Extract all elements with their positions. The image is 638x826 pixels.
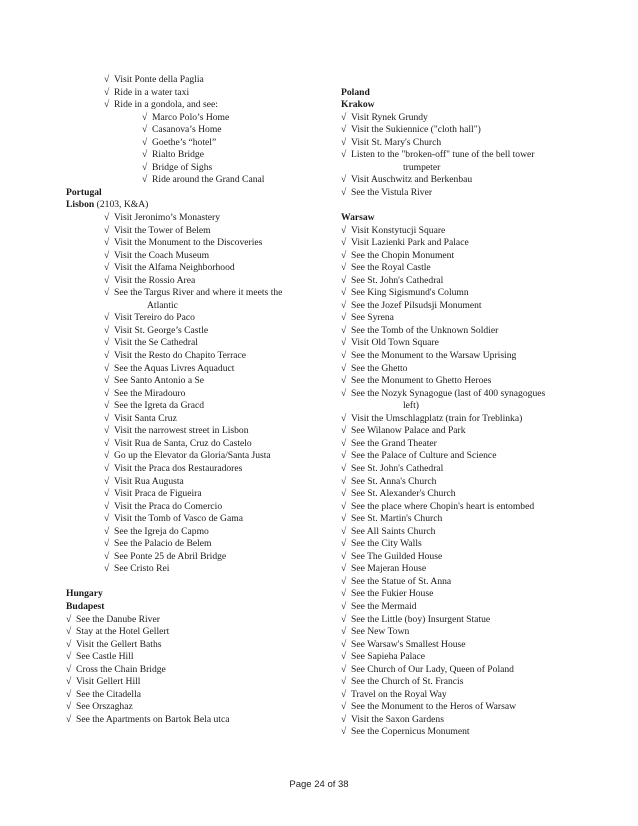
checkmark-icon: √ — [104, 337, 110, 349]
item-text: Visit St. George’s Castle — [114, 324, 209, 336]
checkmark-icon: √ — [341, 249, 347, 261]
checklist-item — [341, 275, 591, 288]
item-text: Visit the Tomb of Vasco de Gama — [114, 513, 243, 525]
item-text: See the Igreta da Gracd — [114, 400, 205, 412]
checklist-item — [66, 676, 316, 689]
item-text: See the Aquas Livres Aquaduct — [114, 362, 235, 374]
section-heading: Warsaw — [341, 212, 375, 224]
checkmark-icon: √ — [104, 74, 110, 85]
section-heading: Portugal — [66, 186, 102, 198]
checkmark-icon: √ — [341, 324, 347, 336]
item-text: See Church of Our Lady, Queen of Poland — [351, 663, 514, 675]
item-continuation: left) — [403, 400, 419, 412]
item-text: Goethe’s “hotel” — [152, 136, 217, 148]
checklist-item — [341, 363, 591, 376]
checklist-item — [66, 501, 316, 514]
checkmark-icon: √ — [66, 613, 72, 625]
checkmark-icon: √ — [66, 651, 72, 663]
item-text: See Orszaghaz — [76, 701, 133, 713]
item-text: See St. Martin's Church — [351, 513, 443, 525]
checklist-item — [66, 325, 316, 338]
checkmark-icon: √ — [142, 161, 148, 173]
section-heading: Krakow — [341, 99, 375, 111]
item-text: See The Guilded House — [351, 550, 443, 562]
checklist-item — [66, 87, 316, 100]
item-text: See the Tomb of the Unknown Soldier — [351, 324, 499, 336]
checklist-item — [66, 639, 316, 652]
checklist-item — [66, 664, 316, 677]
item-text: See Sapieha Palace — [351, 651, 426, 663]
checkmark-icon: √ — [341, 124, 347, 136]
checklist-item — [341, 714, 591, 727]
checklist-item — [341, 237, 591, 250]
item-text: Visit Santa Cruz — [114, 412, 177, 424]
page-number: Page 24 of 38 — [289, 779, 349, 790]
checklist-item — [66, 526, 316, 539]
item-text: Visit Gellert Hill — [76, 676, 141, 688]
checklist-item — [66, 124, 316, 137]
checkmark-icon: √ — [104, 287, 110, 299]
checklist-item — [341, 701, 591, 714]
checklist-item — [66, 74, 316, 87]
checkmark-icon: √ — [341, 274, 347, 286]
city-note: (2103, K&A) — [94, 199, 149, 211]
item-text: Visit the Sukiennice ("cloth hall") — [351, 124, 481, 136]
checkmark-icon: √ — [104, 99, 110, 111]
item-text: Rialto Bridge — [152, 149, 204, 161]
checklist-item — [341, 651, 591, 664]
checklist-item — [341, 626, 591, 639]
checkmark-icon: √ — [66, 663, 72, 675]
checkmark-icon: √ — [104, 224, 110, 236]
checklist-item — [66, 689, 316, 702]
item-text: See the Monument to the Heros of Warsaw — [351, 701, 517, 713]
checklist-item — [66, 212, 316, 225]
checkmark-icon: √ — [66, 701, 72, 713]
item-text: Visit the Coach Museum — [114, 249, 210, 261]
checkmark-icon: √ — [341, 262, 347, 274]
checklist-item — [341, 287, 591, 300]
checklist-item — [66, 714, 316, 727]
checkmark-icon: √ — [341, 437, 347, 449]
checkmark-icon: √ — [104, 249, 110, 261]
checkmark-icon: √ — [341, 475, 347, 487]
checklist-item — [341, 300, 591, 313]
item-text: See the Nozyk Synagogue (last of 400 synagogues — [351, 387, 546, 399]
checklist-item — [341, 601, 591, 614]
item-text: Visit the Umschlagplatz (train for Treblinka) — [351, 412, 523, 424]
city-heading — [66, 199, 316, 212]
checklist-item — [66, 701, 316, 714]
checkmark-icon: √ — [104, 437, 110, 449]
checklist-item — [66, 174, 316, 187]
checklist-item — [66, 337, 316, 350]
checkmark-icon: √ — [104, 86, 110, 98]
checkmark-icon: √ — [341, 174, 347, 186]
item-text: See the Little (boy) Insurgent Statue — [351, 613, 491, 625]
checkmark-icon: √ — [341, 149, 347, 161]
item-text: Marco Polo’s Home — [152, 111, 230, 123]
checkmark-icon: √ — [104, 312, 110, 324]
item-text: See the Vistula River — [351, 186, 433, 198]
checkmark-icon: √ — [341, 663, 347, 675]
checkmark-icon: √ — [104, 375, 110, 387]
checkmark-icon: √ — [341, 350, 347, 362]
checkmark-icon: √ — [341, 312, 347, 324]
checklist-item — [66, 438, 316, 451]
item-text: Casanova’s Home — [152, 124, 222, 136]
spacer — [341, 199, 591, 212]
checkmark-icon: √ — [104, 324, 110, 336]
item-text: Visit the narrowest street in Lisbon — [114, 425, 249, 437]
item-text: Bridge of Sighs — [152, 161, 213, 173]
checklist-item — [341, 538, 591, 551]
item-text: See King Sigismund's Column — [351, 287, 469, 299]
checkmark-icon: √ — [104, 488, 110, 500]
checklist-item — [341, 438, 591, 451]
item-text: See the Mermaid — [351, 600, 417, 612]
checkmark-icon: √ — [104, 513, 110, 525]
checklist-item — [341, 174, 591, 187]
checklist-item — [341, 124, 591, 137]
checkmark-icon: √ — [66, 626, 72, 638]
checkmark-icon: √ — [104, 563, 110, 575]
item-text: See Ponte 25 de Abril Bridge — [114, 550, 227, 562]
checklist-item — [341, 576, 591, 589]
checklist-item — [66, 99, 316, 112]
item-text: Visit Rua Augusta — [114, 475, 184, 487]
checkmark-icon: √ — [66, 713, 72, 725]
checkmark-icon: √ — [341, 701, 347, 713]
checkmark-icon: √ — [104, 525, 110, 537]
spacer — [66, 576, 316, 589]
item-text: See the Grand Theater — [351, 437, 437, 449]
checkmark-icon: √ — [341, 626, 347, 638]
checkmark-icon: √ — [104, 412, 110, 424]
item-text: See the Igreja do Capmo — [114, 525, 209, 537]
item-text: Listen to the "broken-off" tune of the bell tower — [351, 149, 535, 161]
item-text: See St. Anna's Church — [351, 475, 437, 487]
checkmark-icon: √ — [341, 613, 347, 625]
checkmark-icon: √ — [341, 600, 347, 612]
item-text: Visit Rynek Grundy — [351, 111, 428, 123]
item-text: See All Saints Church — [351, 525, 436, 537]
checklist-item — [66, 651, 316, 664]
checkmark-icon: √ — [66, 688, 72, 700]
item-text: See the Copernicus Monument — [351, 726, 470, 738]
checklist-item — [66, 250, 316, 263]
checklist-item — [66, 162, 316, 175]
checkmark-icon: √ — [104, 400, 110, 412]
checkmark-icon: √ — [142, 174, 148, 186]
checkmark-icon: √ — [341, 651, 347, 663]
checklist-item — [341, 225, 591, 238]
spacer — [341, 74, 591, 87]
checkmark-icon: √ — [104, 262, 110, 274]
item-text: Visit the Monument to the Discoveries — [114, 237, 263, 249]
checkmark-icon: √ — [104, 500, 110, 512]
checklist-item — [66, 112, 316, 125]
checkmark-icon: √ — [341, 425, 347, 437]
checkmark-icon: √ — [104, 237, 110, 249]
checkmark-icon: √ — [104, 350, 110, 362]
item-text: Travel on the Royal Way — [351, 688, 447, 700]
checklist-item — [66, 614, 316, 627]
item-text: See Wilanow Palace and Park — [351, 425, 466, 437]
checkmark-icon: √ — [66, 638, 72, 650]
item-text: Visit Konstytucji Square — [351, 224, 446, 236]
item-text: Visit Tereiro do Paco — [114, 312, 195, 324]
checklist-item — [66, 400, 316, 413]
checkmark-icon: √ — [142, 136, 148, 148]
item-text: Visit Auschwitz and Berkenbau — [351, 174, 473, 186]
checklist-item — [66, 375, 316, 388]
checklist-item — [341, 664, 591, 677]
checklist-item — [341, 488, 591, 501]
checkmark-icon: √ — [341, 638, 347, 650]
item-text: See the Palacio de Belem — [114, 538, 212, 550]
item-text: Visit Rua de Santa, Cruz do Castelo — [114, 437, 252, 449]
checklist-item — [66, 388, 316, 401]
checkmark-icon: √ — [104, 212, 110, 224]
item-text: Visit the Se Cathedral — [114, 337, 198, 349]
checklist-item — [66, 476, 316, 489]
checklist-item — [66, 463, 316, 476]
checkmark-icon: √ — [341, 224, 347, 236]
checkmark-icon: √ — [341, 563, 347, 575]
item-text: See Santo Antonio a Se — [114, 375, 205, 387]
item-text: Go up the Elevator da Gloria/Santa Justa — [114, 450, 271, 462]
checkmark-icon: √ — [142, 111, 148, 123]
checklist-item — [341, 513, 591, 526]
checkmark-icon: √ — [341, 387, 347, 399]
checkmark-icon: √ — [341, 362, 347, 374]
checkmark-icon: √ — [341, 676, 347, 688]
item-text: Visit the Praca do Comercio — [114, 500, 223, 512]
checklist-item — [341, 526, 591, 539]
checklist-item — [341, 639, 591, 652]
checklist-item — [66, 425, 316, 438]
checkmark-icon: √ — [341, 713, 347, 725]
checkmark-icon: √ — [341, 136, 347, 148]
checklist-item — [66, 312, 316, 325]
checkmark-icon: √ — [341, 237, 347, 249]
checkmark-icon: √ — [104, 462, 110, 474]
checkmark-icon: √ — [66, 676, 72, 688]
checkmark-icon: √ — [341, 588, 347, 600]
checklist-item — [66, 563, 316, 576]
checkmark-icon: √ — [104, 274, 110, 286]
checkmark-icon: √ — [341, 287, 347, 299]
checkmark-icon: √ — [104, 425, 110, 437]
checklist-item — [341, 450, 591, 463]
item-text: See the Danube River — [76, 613, 160, 625]
checkmark-icon: √ — [142, 149, 148, 161]
checkmark-icon: √ — [104, 362, 110, 374]
item-text: See the Apartments on Bartok Bela utca — [76, 713, 230, 725]
item-text: See Warsaw's Smallest House — [351, 638, 466, 650]
checkmark-icon: √ — [341, 575, 347, 587]
checklist-item — [66, 538, 316, 551]
checkmark-icon: √ — [341, 412, 347, 424]
item-text: Visit Praca de Figueira — [114, 488, 202, 500]
item-text: See the place where Chopin's heart is entombed — [351, 500, 535, 512]
checkmark-icon: √ — [341, 337, 347, 349]
item-text: See the Citadella — [76, 688, 142, 700]
checklist-item — [66, 350, 316, 363]
item-text: See the Church of St. Francis — [351, 676, 464, 688]
item-text: See Cristo Rei — [114, 563, 170, 575]
checklist-item — [66, 287, 316, 300]
checkmark-icon: √ — [104, 475, 110, 487]
checklist-item — [341, 551, 591, 564]
item-text: Visit St. Mary's Church — [351, 136, 442, 148]
right-column — [341, 74, 591, 739]
item-text: See the Ghetto — [351, 362, 408, 374]
left-column — [66, 74, 316, 726]
checkmark-icon: √ — [104, 450, 110, 462]
checkmark-icon: √ — [341, 488, 347, 500]
item-text: See St. Alexander's Church — [351, 488, 456, 500]
item-text: Visit Ponte della Paglia — [114, 74, 204, 85]
checklist-item — [341, 726, 591, 739]
checkmark-icon: √ — [341, 375, 347, 387]
checklist-item — [341, 413, 591, 426]
item-text: Visit the Rossio Area — [114, 274, 196, 286]
checkmark-icon: √ — [341, 111, 347, 123]
checklist-item — [66, 149, 316, 162]
item-text: See the Palace of Culture and Science — [351, 450, 497, 462]
page-footer — [0, 779, 638, 790]
checklist-item — [66, 137, 316, 150]
checklist-item — [341, 588, 591, 601]
checklist-item — [341, 676, 591, 689]
item-continuation: Atlantic — [147, 299, 178, 311]
checklist-item — [341, 689, 591, 702]
item-text: Visit the Tower of Belem — [114, 224, 211, 236]
item-text: See the Targus River and where it meets the — [114, 287, 283, 299]
item-text: Visit the Resto do Chapito Terrace — [114, 350, 247, 362]
checklist-item — [66, 363, 316, 376]
checkmark-icon: √ — [142, 124, 148, 136]
checklist-item — [66, 450, 316, 463]
section-heading: Poland — [341, 86, 370, 98]
checklist-item — [341, 149, 591, 162]
checklist-item — [341, 388, 591, 401]
item-text: See Syrena — [351, 312, 394, 324]
item-text: See the Miradouro — [114, 387, 186, 399]
item-text: See Castle Hill — [76, 651, 134, 663]
checklist-item — [66, 513, 316, 526]
checklist-item — [66, 237, 316, 250]
section-heading: Budapest — [66, 600, 105, 612]
item-text: See Majeran House — [351, 563, 427, 575]
checkmark-icon: √ — [104, 538, 110, 550]
checklist-item — [341, 312, 591, 325]
checkmark-icon: √ — [341, 513, 347, 525]
item-text: See the Statue of St. Anna — [351, 575, 452, 587]
item-text: See the Monument to Ghetto Heroes — [351, 375, 492, 387]
checkmark-icon: √ — [104, 387, 110, 399]
checklist-item — [341, 187, 591, 200]
item-text: Visit Old Town Square — [351, 337, 439, 349]
item-text: Ride in a water taxi — [114, 86, 190, 98]
item-text: Visit the Alfama Neighborhood — [114, 262, 235, 274]
item-text: See the City Walls — [351, 538, 422, 550]
checkmark-icon: √ — [104, 550, 110, 562]
checklist-item — [66, 551, 316, 564]
item-text: See New Town — [351, 626, 410, 638]
checkmark-icon: √ — [341, 500, 347, 512]
checklist-item — [341, 325, 591, 338]
checklist-item — [66, 488, 316, 501]
section-heading: Hungary — [66, 588, 103, 600]
item-text: Visit Lazienki Park and Palace — [351, 237, 469, 249]
item-text: Ride around the Grand Canal — [152, 174, 265, 186]
checkmark-icon: √ — [341, 538, 347, 550]
item-text: See the Chopin Monument — [351, 249, 455, 261]
item-continuation: trumpeter — [403, 161, 441, 173]
item-text: See the Fukier House — [351, 588, 434, 600]
item-text: See the Jozef Pilsudsji Monument — [351, 299, 482, 311]
item-text: Ride in a gondola, and see: — [114, 99, 218, 111]
checklist-item — [66, 275, 316, 288]
item-text: Cross the Chain Bridge — [76, 663, 166, 675]
checklist-item — [341, 262, 591, 275]
checklist-item — [341, 337, 591, 350]
checklist-item — [341, 614, 591, 627]
checklist-item — [341, 375, 591, 388]
checklist-item — [341, 501, 591, 514]
checklist-item — [341, 463, 591, 476]
checkmark-icon: √ — [341, 186, 347, 198]
checklist-item — [341, 425, 591, 438]
item-text: Visit the Praca dos Restauradores — [114, 462, 243, 474]
checklist-item — [66, 262, 316, 275]
checklist-item — [66, 413, 316, 426]
item-text: See St. John's Cathedral — [351, 274, 444, 286]
checklist-item — [341, 563, 591, 576]
checklist-item — [66, 626, 316, 639]
checkmark-icon: √ — [341, 726, 347, 738]
item-text: Visit Jeronimo’s Monastery — [114, 212, 221, 224]
checklist-item — [341, 250, 591, 263]
item-text: Visit the Gellert Baths — [76, 638, 162, 650]
checkmark-icon: √ — [341, 688, 347, 700]
checklist-item — [341, 137, 591, 150]
checkmark-icon: √ — [341, 299, 347, 311]
checklist-item — [341, 112, 591, 125]
checkmark-icon: √ — [341, 550, 347, 562]
item-text: See the Royal Castle — [351, 262, 431, 274]
checkmark-icon: √ — [341, 525, 347, 537]
item-text: See St. John's Cathedral — [351, 462, 444, 474]
checkmark-icon: √ — [341, 462, 347, 474]
city-name: Lisbon — [66, 199, 95, 211]
checklist-item — [66, 225, 316, 238]
item-text: Stay at the Hotel Gellert — [76, 626, 170, 638]
item-text: Visit the Saxon Gardens — [351, 713, 444, 725]
checklist-item — [341, 476, 591, 489]
item-text: See the Monument to the Warsaw Uprising — [351, 350, 517, 362]
checkmark-icon: √ — [341, 450, 347, 462]
checklist-item — [341, 350, 591, 363]
